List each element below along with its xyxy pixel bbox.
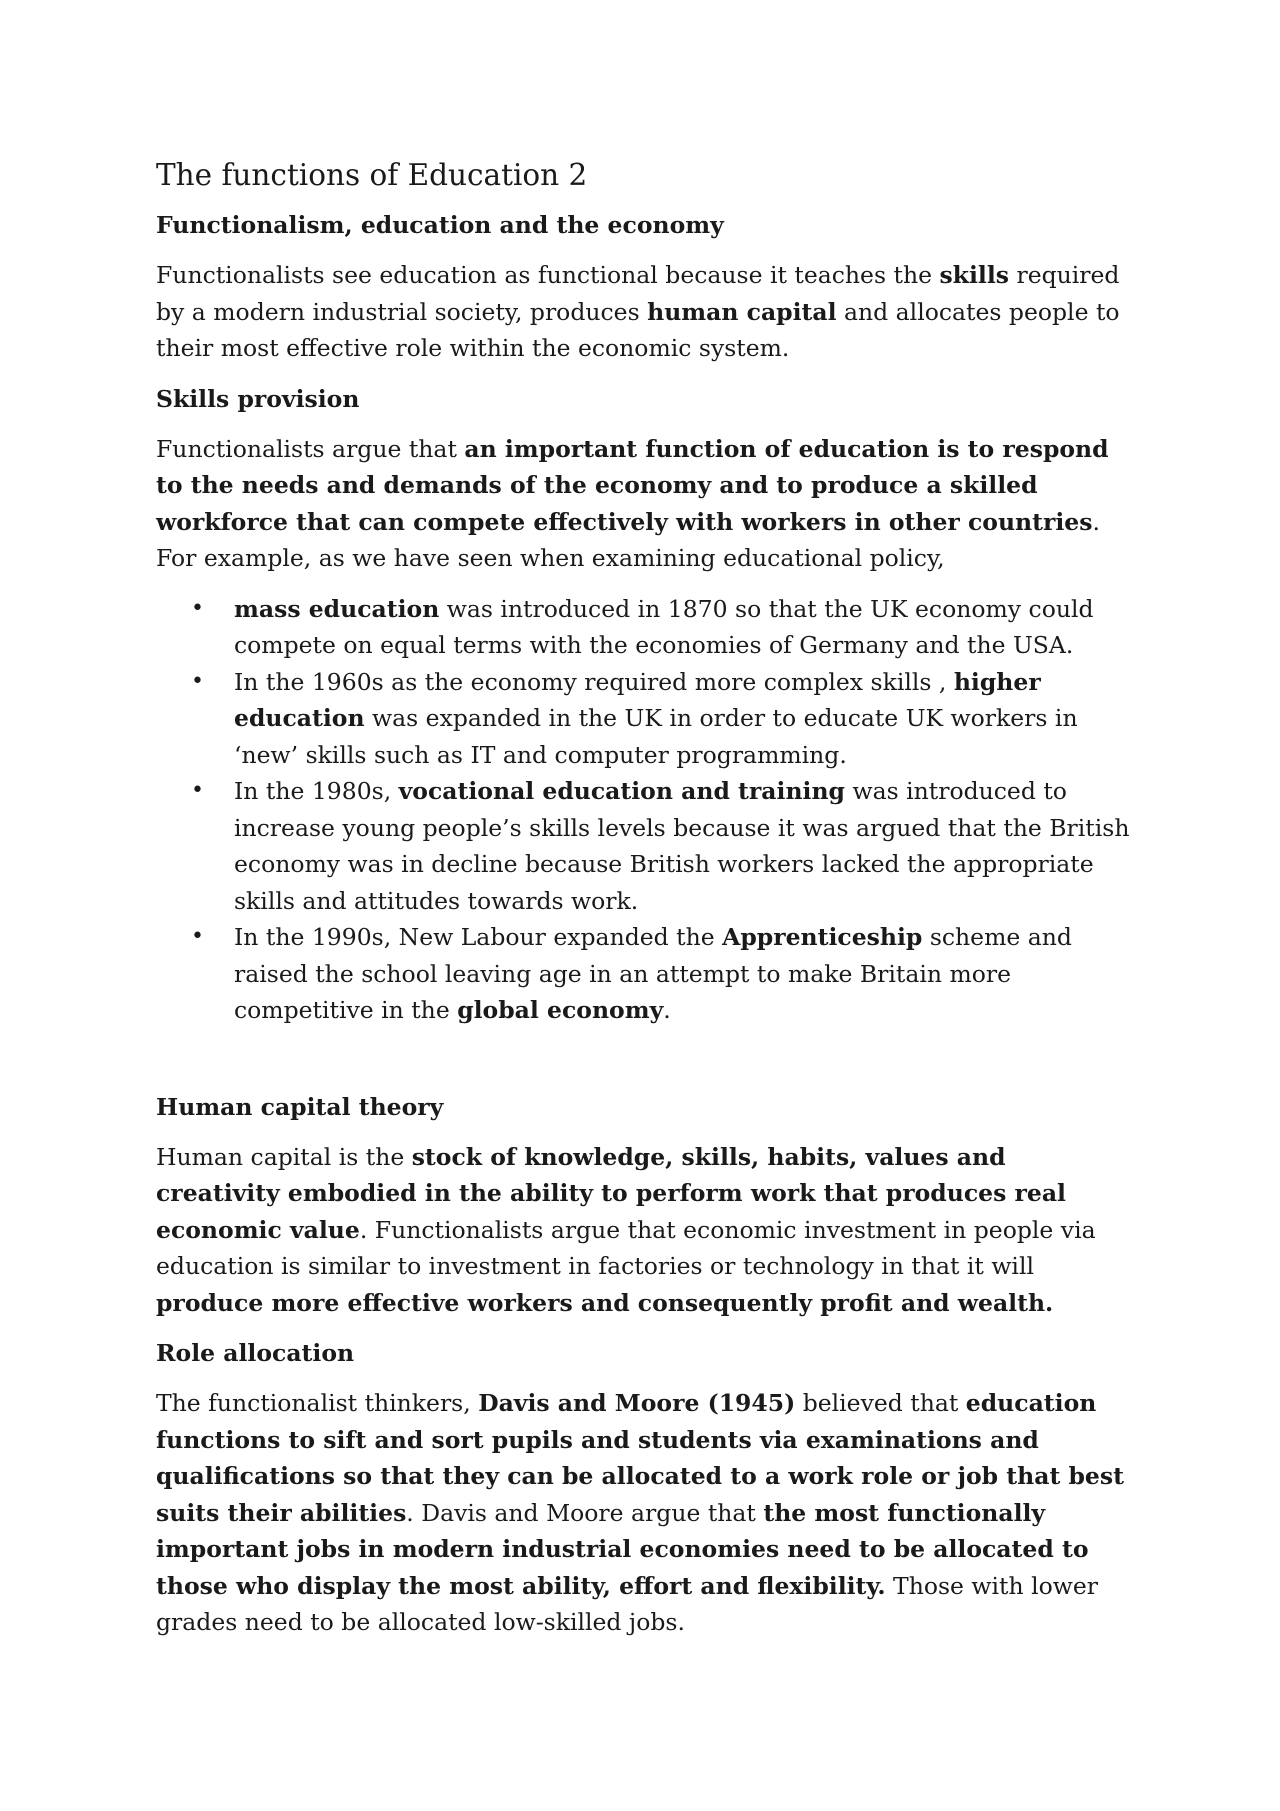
bullet-icon: • (191, 595, 204, 621)
section-heading-skills-provision: Skills provision (156, 384, 360, 413)
bullet-icon: • (191, 778, 204, 803)
bold-phrase: Davis and Moore (1945) (478, 1389, 796, 1417)
bullet-text: mass education was introduced in 1870 so that the UK economy could compete on equal terms with the economies of Germany and the USA. (234, 594, 1094, 659)
bullet-item (156, 664, 1136, 774)
page-title: The functions of Education 2 (156, 158, 588, 192)
bold-phrase: skills (939, 261, 1009, 289)
bold-phrase: vocational education and training (398, 777, 845, 805)
bullet-item (156, 919, 1136, 1029)
bullet-text: In the 1980s, vocational education and training was introduced to increase young people’s skills levels because it was argued that the British economy was in decline because British workers lacked the appropriate skills and attitudes towards work. (234, 777, 1130, 915)
bold-phrase: education functions to sift and sort pupils and students via examinations and qualifications so that they can be allocated to a work role or job that best suits their abilities (156, 1389, 1124, 1527)
bold-phrase: produce more effective workers and consequently profit and wealth. (156, 1288, 1054, 1317)
paragraph-functionalism-economy: Functionalists see education as functional because it teaches the skills required by a modern industrial society, produces human capital and allocates people to their most effective role within the economic system. (156, 261, 1120, 362)
section-heading-functionalism-economy: Functionalism, education and the economy (156, 211, 724, 239)
paragraph-skills-provision: Functionalists argue that an important function of education is to respond to the needs and demands of the economy and to produce a skilled workforce that can compete effectively with workers in other countries. For example, as we have seen when examining educational policy, (156, 434, 1109, 572)
bullet-text: In the 1990s, New Labour expanded the Apprenticeship scheme and raised the school leaving age in an attempt to make Britain more competitive in the global economy. (234, 923, 1072, 1024)
bold-phrase: Apprenticeship (722, 923, 923, 951)
bold-phrase: stock of knowledge, skills, habits, values and creativity embodied in the ability to perform work that produces real economic value (156, 1142, 1066, 1244)
bold-phrase: mass education (234, 594, 440, 623)
section-heading-human-capital: Human capital theory (156, 1092, 444, 1121)
bullet-item (156, 773, 1136, 919)
bold-phrase: global economy (457, 996, 664, 1024)
bold-phrase: human capital (647, 297, 837, 326)
section-heading-role-allocation: Role allocation (156, 1339, 355, 1367)
bold-phrase: higher education (234, 667, 1041, 732)
bold-phrase: an important function of education is to respond to the needs and demands of the economy and to produce a skilled workforce that can compete effectively with workers in other countries (156, 434, 1109, 536)
bullet-item (156, 591, 1136, 664)
bullet-icon: • (191, 668, 204, 694)
spacer (156, 1029, 1136, 1089)
skills-bullet-list (156, 591, 1136, 1029)
bold-phrase: the most functionally important jobs in modern industrial economies need to be allocated to those who display the most ability, effort and flexibility. (156, 1498, 1089, 1600)
paragraph-role-allocation: The functionalist thinkers, Davis and Moore (1945) believed that education functions to sift and sort pupils and students via examinations and qualifications so that they can be allocated to a work role or job that best suits their abilities. Davis and Moore argue that the most functionally important jobs in modern industrial economies need to be allocated to those who display the most ability, effort and flexibility. Those with lower grades need to be allocated low-skilled jobs. (156, 1389, 1124, 1636)
bullet-text: In the 1960s as the economy required more complex skills , higher education was expanded in the UK in order to educate UK workers in ‘new’ skills such as IT and computer programming. (234, 667, 1078, 769)
document-body (156, 155, 1136, 1655)
paragraph-human-capital: Human capital is the stock of knowledge, skills, habits, values and creativity embodied in the ability to perform work that produces real economic value. Functionalists argue that economic investment in people via education is similar to investment in factories or technology in that it will produce more effective workers and consequently profit and wealth. (156, 1142, 1096, 1317)
bullet-icon: • (191, 924, 204, 949)
